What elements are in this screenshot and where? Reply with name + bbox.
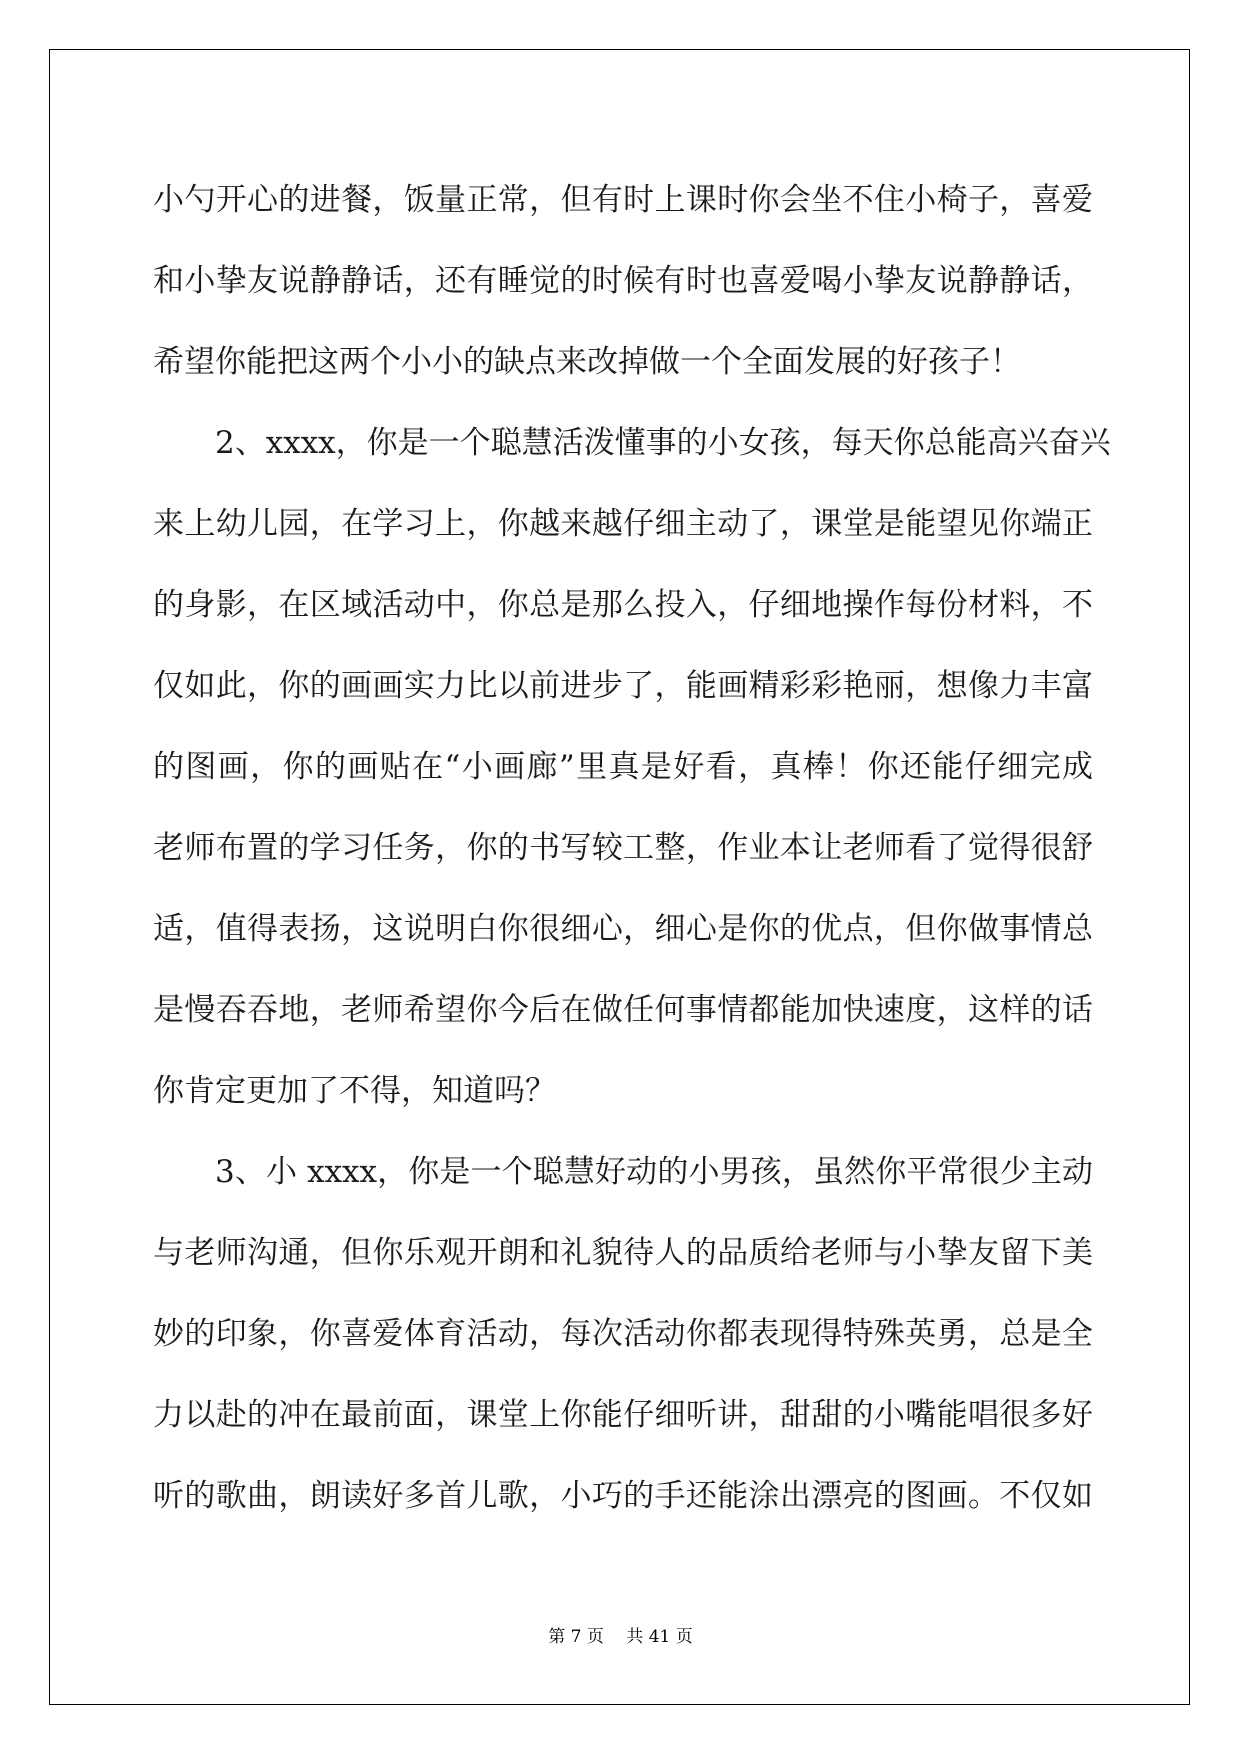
page-footer [0,1622,1241,1647]
text-line: 小勺开心的进餐，饭量正常，但有时上课时你会坐不住小椅子，喜爱 [153,182,1093,218]
text-line: 妙的印象，你喜爱体育活动，每次活动你都表现得特殊英勇，总是全 [153,1316,1093,1352]
text-line: 与老师沟通，但你乐观开朗和礼貌待人的品质给老师与小挚友留下美 [153,1235,1093,1271]
text-line: 和小挚友说静静话，还有睡觉的时候有时也喜爱喝小挚友说静静话， [153,263,1093,299]
text-line: 来上幼儿园，在学习上，你越来越仔细主动了，课堂是能望见你端正 [153,506,1093,542]
text-line: 力以赴的冲在最前面，课堂上你能仔细听讲，甜甜的小嘴能唱很多好 [153,1397,1093,1433]
text-line: 希望你能把这两个小小的缺点来改掉做一个全面发展的好孩子！ [153,344,1021,380]
text-line: 是慢吞吞地，老师希望你今后在做任何事情都能加快速度，这样的话 [153,992,1093,1028]
page-number: 第 7 页 共 41 页 [548,1627,693,1647]
text-line: 仅如此，你的画画实力比以前进步了，能画精彩彩艳丽，想像力丰富 [153,668,1093,704]
text-line: 的身影，在区域活动中，你总是那么投入，仔细地操作每份材料，不 [153,587,1093,623]
text-line: 的图画，你的画贴在“小画廊”里真是好看，真棒！你还能仔细完成 [153,749,1093,785]
text-line: 适，值得表扬，这说明白你很细心，细心是你的优点，但你做事情总 [153,911,1093,947]
text-line: 听的歌曲，朗读好多首儿歌，小巧的手还能涂出漂亮的图画。不仅如 [153,1478,1093,1514]
text-line: 老师布置的学习任务，你的书写较工整，作业本让老师看了觉得很舒 [153,830,1093,866]
text-line: 你肯定更加了不得，知道吗？ [153,1073,556,1109]
text-line: 2、xxxx，你是一个聪慧活泼懂事的小女孩，每天你总能高兴奋兴 [215,425,1111,461]
text-line: 3、小 xxxx，你是一个聪慧好动的小男孩，虽然你平常很少主动 [215,1154,1093,1190]
document-body [153,160,1111,1537]
